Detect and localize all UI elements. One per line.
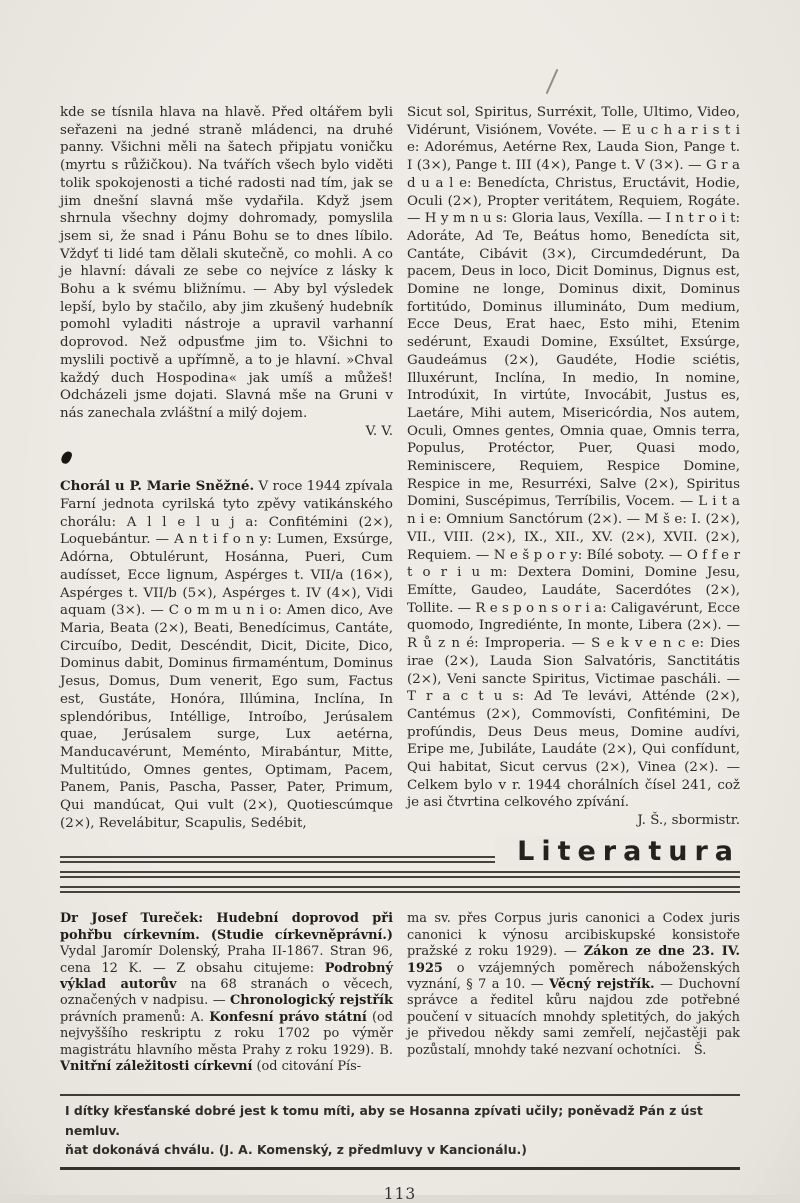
choral-report-paragraph: Chorál u P. Marie Sněžné. V roce 1944 zpívala Farní jednota cyrilská tyto zpěvy vatikánského chorálu: A l l e l u j a: Confitémini (2×), Loquebántur. — A n t i f o n y: Lumen, Exsúrge, Adórna, Obtulérunt, Hosánna, Pueri, Cum audísset, Ecce lignum, Aspérges t. VII/a (16×), Aspérges t. VII/b (5×), Aspérges t. IV (4×), Vidi aquam (3×). — C o m m u n i o: Amen dico, Ave Maria, Beata (2×), Beati, Benedícimus, Cantáte, Circuíbo, Dedit, Descéndit, Dicit, Dicite, Dico, Dominus dabit, Dominus firmaméntum, Dominus Jesus, Domus, Dum venerit, Ego sum, Factus est, Gustáte, Honóra, Illúmina, Inclína, In splendóribus, Intéllige, Introíbo, Jerúsalem quae, Jerúsalem surge, Lux aetérna, Manducavérunt, Meménto, Mirabántur, Mitte, Multitúdo, Omnes gentes, Optimam, Pacem, Panem, Panis, Pascha, Passer, Pater, Primum, Qui mandúcat, Qui vult (2×), Quotiescúmque (2×), Revelábitur, Scapulis, Sedébit,: [60, 478, 393, 831]
section-gap: [60, 440, 393, 478]
footer-quote: [60, 1101, 740, 1160]
book-review-continued-paragraph: ma sv. přes Corpus juris canonici a Codex juris canonici k výnosu arcibiskupské konsistoře pražské z roku 1929). — Zákon ze dne 23. IV. 1925 o vzájemných poměrech náboženských vyznání, § 7 a 10. — Věcný rejstřík. — Duchovní správce a ředitel kůru najdou zde potřebné poučení v situacích mnohdy spletitých, do jakých je přivedou někdy sami zemřelí, nejčastěji pak pozůstalí, mnohdy také nezvaní ochotníci. Š.: [407, 911, 740, 1058]
choral-list-paragraph: Sicut sol, Spiritus, Surréxit, Tolle, Ultimo, Video, Vidérunt, Visiónem, Vovéte. — E u c h a r i s t i e: Adorémus, Aetérne Rex, Lauda Sion, Pange t. I (3×), Pange t. III (4×), Pange t. V (3×). — G r a d u a l e: Benedícta, Christus, Eructávit, Hodie, Oculi (2×), Propter veritátem, Requiem, Rogáte. — H y m n u s: Gloria laus, Vexílla. — I n t r o i t: Adoráte, Ad Te, Beátus homo, Benedícta sit, Cantáte, Cibávit (3×), Circumdedérunt, Da pacem, Deus in loco, Dicit Dominus, Dignus est, Domine ne longe, Dominus dixit, Dominus fortitúdo, Dominus illumináto, Dum medium, Ecce Deus, Erat haec, Esto mihi, Etenim sedérunt, Exaudi Domine, Exsúltet, Exsúrge, Gaudeámus (2×), Gaudéte, Hodie sciétis, Illuxérunt, Inclína, In medio, In nomine, Introdúxit, In virtúte, Invocábit, Justus es, Laetáre, Mihi autem, Misericórdia, Nos autem, Oculi, Omnes gentes, Omnia quae, Omnis terra, Populus, Protéctor, Puer, Quasi modo, Reminiscere, Requiem, Respice Domine, Respice in me, Resurréxi, Salve (2×), Spiritus Domini, Suscépimus, Terríbilis, Vocem. — L i t a n i e: Omnium Sanctórum (2×). — M š e: I. (2×), VII., VIII. (2×), IX., XII., XV. (2×), XVII. (2×), Requiem. — N e š p o r y: Bílé soboty. — O f f e r t o r i u m: Dextera Domini, Domine Jesu, Emítte, Gaudeo, Laudáte, Sacerdótes (2×), Tollite. — R e s p o n s o r i a: Caligavérunt, Ecce quomodo, Ingrediénte, In monte, Libera (2×). — R ů z n é: Improperia. — S e k v e n c e: Dies irae (2×), Lauda Sion Salvatóris, Sanctitátis (2×), Veni sancte Spiritus, Victimae pascháli. — T r a c t u s: Ad Te levávi, Atténde (2×), Cantémus (2×), Commovísti, Confitémini, De profúndis, Deus Deus meus, Domine audívi, Eripe me, Jubiláte, Laudáte (2×), Qui confídunt, Qui habitat, Sicut cervus (2×), Vinea (2×). — Celkem bylo v r. 1944 chorálních čísel 241, což je asi čtvrtina celkového zpívání.: [407, 105, 740, 811]
ink-blot-icon: [60, 450, 73, 465]
heading-rule: [60, 891, 740, 893]
signature-sbormistr: J. Š., sbormistr.: [637, 813, 740, 829]
page-content: [60, 0, 740, 1203]
footer-rule-top: [60, 1094, 740, 1096]
literatura-left-column: [60, 911, 393, 1075]
chronicle-paragraph: kde se tísnila hlava na hlavě. Před oltářem byli seřazeni na jedné straně mládenci, na druhé panny. Všichni měli na šatech připjatu voničku (myrtu s růžičkou). Na tvářích všech bylo viděti tolik spokojenosti a tiché radosti nad tím, jak se jim dnešní slavná mše vydařila. Když jsem shrnula všechny dojmy dohromady, pomyslila jsem si, že snad i Pánu Bohu se to dnes líbilo. Vždyť ti lidé tam dělali skutečně, co mohli. A co je hlavní: dávali ze sebe co nejvíce z lásky k Bohu a k svému bližnímu. — Aby byl výsledek lepší, bylo by stačilo, aby jim zkušený hudebník pomohl vyladiti nástroje a upravil varhanní doprovod. Než odpusťme jim to. Všichni to myslili poctivě a upřímně, a to je hlavní. »Chval každý duch Hospodina« jak umíš a můžeš! Odcházeli jsme dojati. Slavná mše na Gruni v nás zanechala zvláštní a milý dojem.: [60, 105, 393, 421]
footer-quote-line1: I dítky křesťanské dobré jest k tomu míti, aby se Hosanna zpívati učily; poněvadž Pán z úst nemluv.: [65, 1103, 703, 1138]
heading-rule: [60, 886, 740, 888]
top-right-column: [407, 104, 740, 832]
literatura-heading-block: [60, 836, 740, 896]
page-number: 113: [383, 1184, 417, 1203]
heading-rule: [60, 871, 740, 873]
signature-vv: V. V.: [365, 423, 393, 439]
literatura-right-column: [407, 911, 740, 1075]
footer-quote-line2: ňat dokonává chválu. (J. A. Komenský, z předmluvy v Kancionálu.): [65, 1142, 527, 1158]
literatura-columns: [60, 911, 740, 1075]
top-left-column: [60, 104, 393, 832]
top-columns: [60, 104, 740, 832]
heading-rule: [60, 876, 740, 878]
footer-rule-bottom: [60, 1167, 740, 1170]
book-review-paragraph: Dr Josef Tureček: Hudební doprovod při pohřbu církevním. (Studie církevněprávní.) Vydal Jaromír Dolenský, Praha II-1867. Stran 96, cena 12 K. — Z obsahu citujeme: Podrobný výklad autorův na 68 stranách o věcech, označených v nadpisu. — Chronologický rejstřík právních pramenů: A. Konfesní právo státní (od nejvyššího reskriptu z roku 1702 po výměr magistrátu hlavního města Prahy z roku 1929). B. Vnitřní záležitosti církevní (od citování Pís-: [60, 911, 393, 1075]
section-title-literatura: Literatura: [495, 836, 742, 867]
